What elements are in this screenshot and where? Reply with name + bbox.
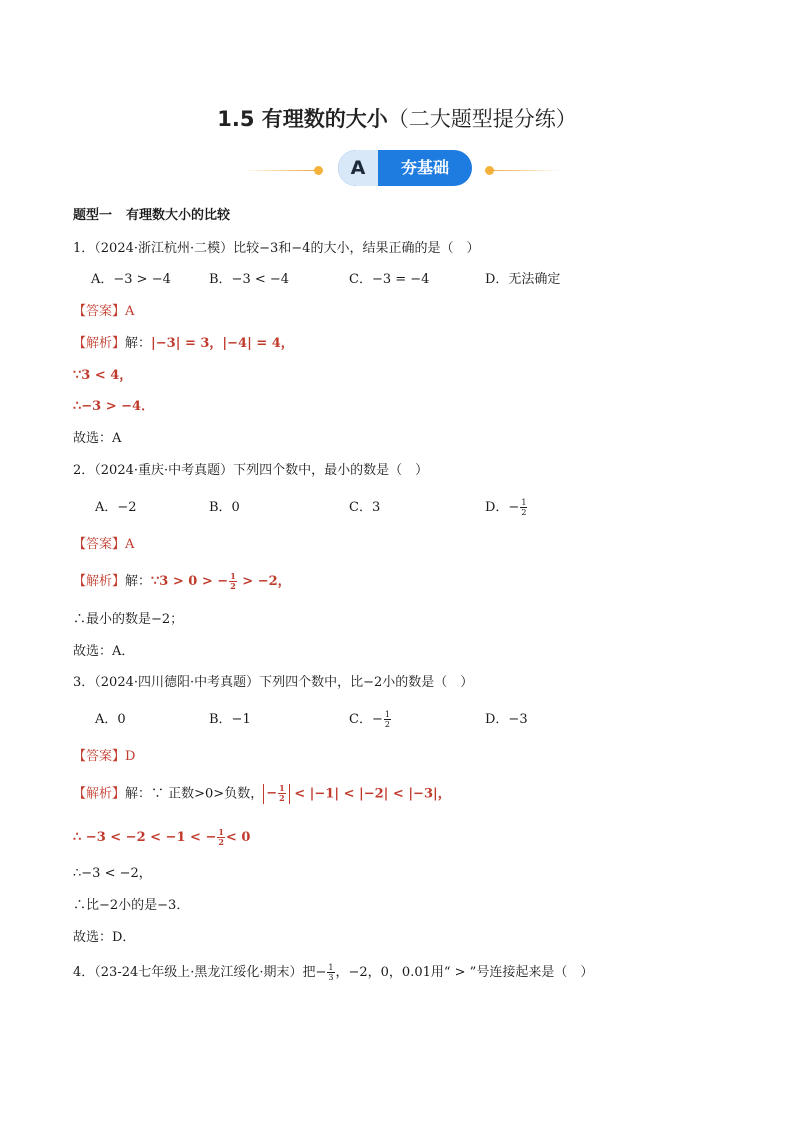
q2-answer	[73, 536, 134, 554]
q4-stem-b: ，−2，0，0.01用“ > ”号连接起来是（ ）	[335, 965, 594, 980]
q3-conclusion: 故选：D．	[73, 930, 136, 945]
q2-option-a: A．−2	[95, 500, 137, 515]
question-3-stem: 3．（2024·四川德阳·中考真题）下列四个数中，比−2小的数是（ ）	[73, 675, 474, 690]
line2-a: ∴ −3 < −2 < −1 < −	[73, 830, 217, 845]
q1-option-c: C．−3 = −4	[349, 272, 430, 287]
question-1-options	[73, 269, 633, 291]
fraction-denominator: 2	[279, 793, 285, 803]
analysis-prefix: 解：∵ 正数>0>负数，	[125, 786, 264, 802]
fraction	[384, 710, 391, 729]
analysis-prefix: 解：	[125, 336, 152, 351]
analysis-label: 【解析】	[73, 574, 126, 589]
fraction-numerator: 1	[384, 710, 390, 719]
q2-analysis-line-2: ∴最小的数是−2；	[73, 612, 184, 627]
q3-analysis-line-2	[73, 828, 250, 847]
level-badge	[338, 150, 472, 186]
analysis-math-a: ∵3 > 0 > −	[151, 574, 229, 589]
analysis-prefix: 解：	[125, 574, 152, 589]
question-4-stem	[73, 963, 593, 982]
section-label: 题型一	[73, 208, 113, 223]
q1-analysis-line-2: ∵3 < 4，	[73, 368, 133, 383]
fraction	[327, 963, 334, 982]
fraction	[520, 498, 527, 517]
question-1-stem: 1．（2024·浙江杭州·二模）比较−3和−4的大小，结果正确的是（ ）	[73, 241, 480, 256]
fraction-numerator: 1	[218, 827, 224, 837]
title-sub: （二大题型提分练）	[387, 107, 577, 131]
section-heading	[73, 207, 230, 225]
q1-option-d: D．无法确定	[485, 272, 561, 287]
section-name: 有理数大小的比较	[126, 208, 231, 223]
fraction-numerator: 1	[521, 498, 527, 507]
badge-text: 夯基础	[400, 158, 449, 177]
fraction-numerator: 1	[279, 783, 285, 793]
q1-analysis	[73, 335, 294, 353]
q2-analysis	[73, 572, 291, 591]
section-badge-banner	[230, 150, 564, 190]
fraction-denominator: 2	[218, 837, 224, 847]
answer-value: A	[125, 304, 135, 319]
q3-option-d: D．−3	[485, 712, 528, 727]
page-title	[0, 103, 794, 133]
q2-option-d	[485, 497, 528, 519]
answer-label: 【答案】	[73, 537, 126, 552]
q2-option-b: B．0	[209, 500, 240, 515]
fraction-denominator: 2	[230, 581, 236, 591]
fraction	[278, 784, 286, 803]
q1-analysis-line-3: ∴−3 > −4．	[73, 399, 155, 414]
absolute-value	[263, 784, 289, 804]
q1-option-a: A．−3 > −4	[91, 272, 171, 287]
q3-analysis-line-4: ∴比−2小的是−3．	[73, 898, 190, 913]
answer-value: A	[125, 537, 135, 552]
q3-analysis-line-3: ∴−3 < −2，	[73, 866, 152, 881]
line2-b: < 0	[225, 830, 251, 845]
q2-option-c: C．3	[349, 500, 381, 515]
answer-value: D	[125, 749, 136, 764]
answer-label: 【答案】	[73, 749, 126, 764]
answer-label: 【答案】	[73, 304, 126, 319]
question-3-options	[73, 709, 633, 731]
q1-conclusion: 故选：A	[73, 431, 122, 446]
q1-option-b: B．−3 < −4	[209, 272, 290, 287]
q4-stem-a: 4．（23-24七年级上·黑龙江绥化·期末）把−	[73, 965, 327, 980]
analysis-tail: < |−1| < |−2| < |−3|，	[289, 786, 451, 802]
title-main: 1.5 有理数的大小	[217, 107, 388, 131]
analysis-math: |−3| = 3，|−4| = 4，	[151, 336, 294, 351]
decorative-line-right	[488, 170, 560, 171]
fraction	[217, 828, 225, 847]
fraction-numerator: 1	[328, 963, 334, 972]
fraction-denominator: 2	[384, 720, 390, 729]
question-2-stem: 2．（2024·重庆·中考真题）下列四个数中，最小的数是（ ）	[73, 463, 429, 478]
analysis-label: 【解析】	[73, 336, 126, 351]
q3-option-b: B．−1	[209, 712, 251, 727]
fraction-denominator: 3	[328, 973, 334, 982]
decorative-line-left	[242, 170, 318, 171]
analysis-math-b: > −2，	[237, 574, 291, 589]
fraction	[229, 572, 237, 591]
q3-answer	[73, 748, 135, 766]
q2-option-d-prefix: D．−	[485, 500, 520, 515]
analysis-label: 【解析】	[73, 786, 126, 802]
question-2-options	[73, 497, 633, 519]
q2-conclusion: 故选：A．	[73, 644, 135, 659]
q3-option-c	[349, 709, 392, 731]
q3-analysis	[73, 784, 451, 804]
q1-answer	[73, 303, 134, 321]
decorative-dot-left	[314, 166, 323, 175]
badge-letter: A	[338, 150, 378, 186]
q3-option-c-prefix: C．−	[349, 712, 383, 727]
fraction-numerator: 1	[230, 571, 236, 581]
fraction-denominator: 2	[521, 508, 527, 517]
q3-option-a: A．0	[95, 712, 126, 727]
abs-inner: −	[266, 786, 278, 801]
